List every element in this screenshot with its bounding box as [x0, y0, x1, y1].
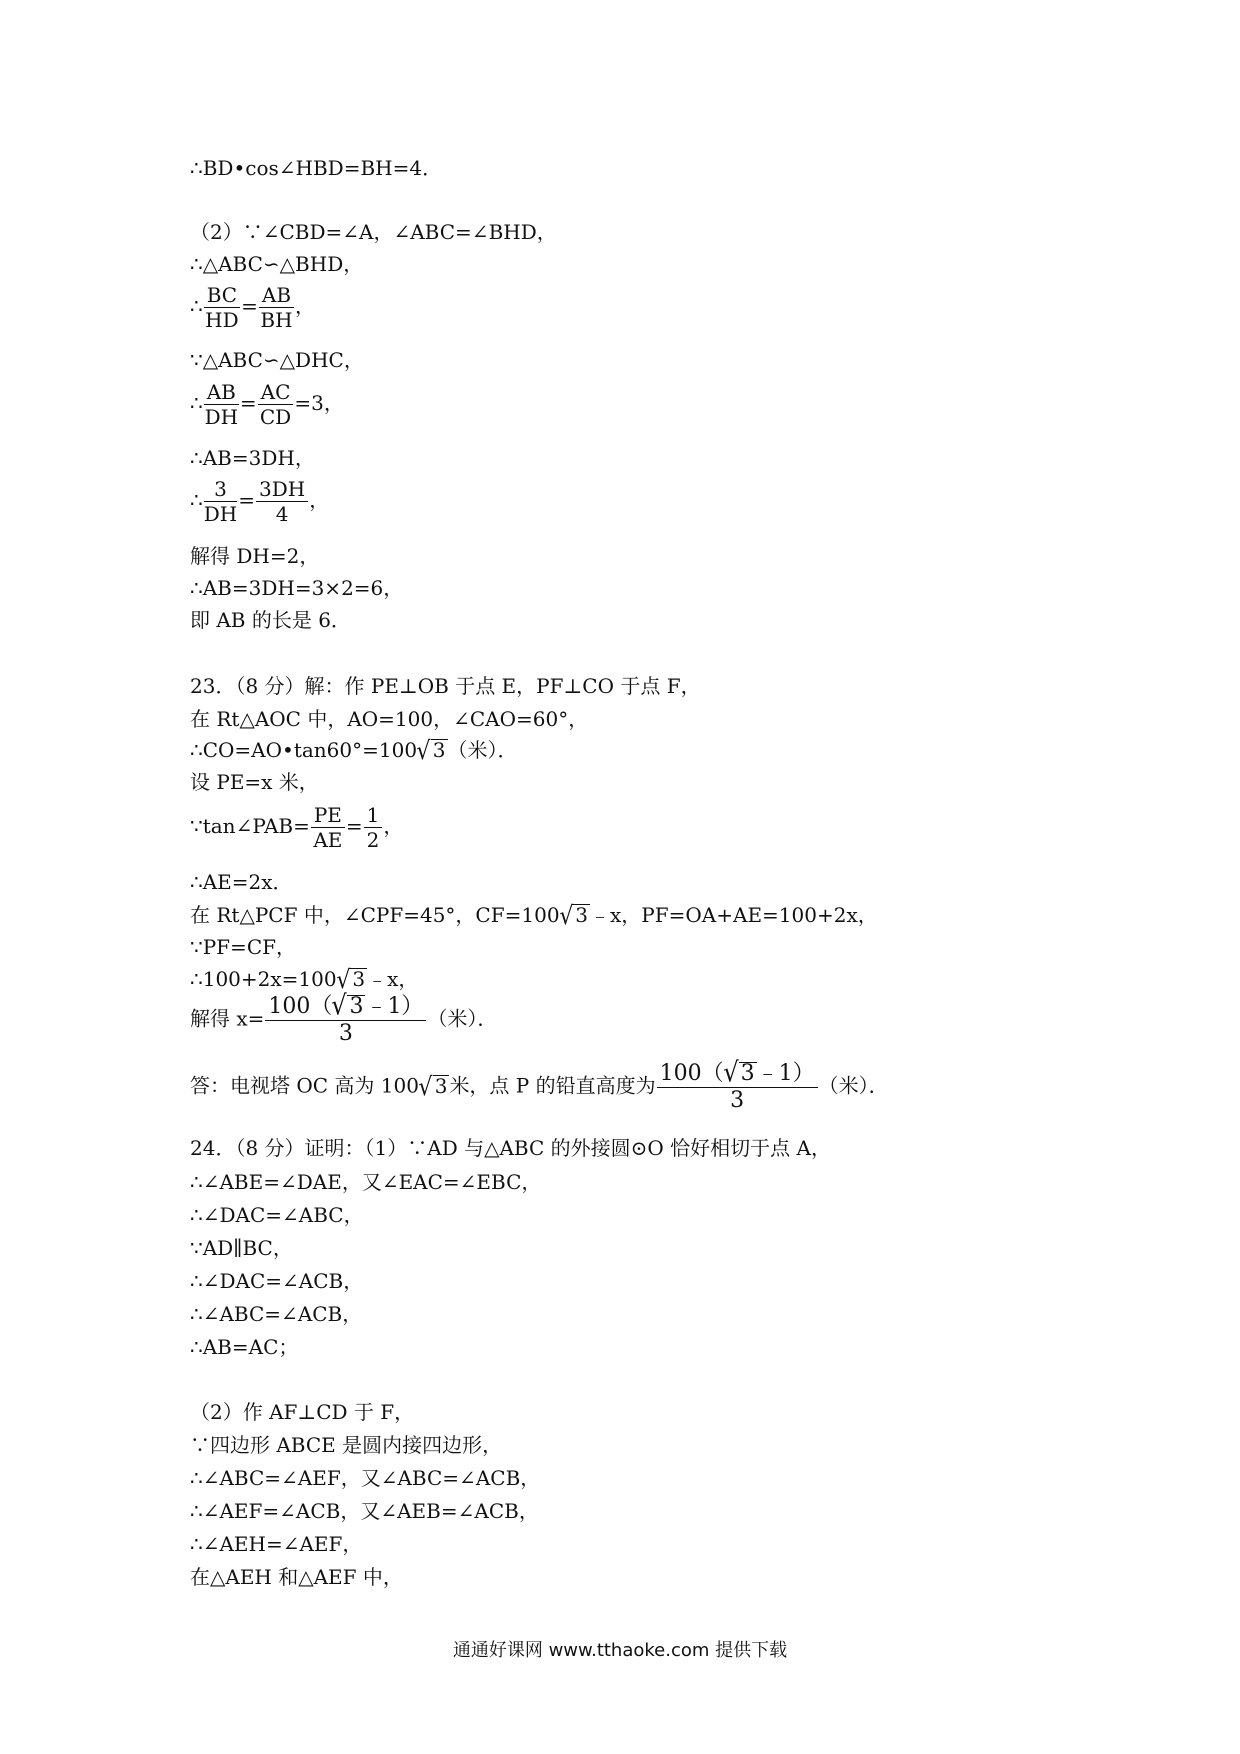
proof-line: ∴AB=AC；	[190, 1335, 299, 1359]
solution-line: ∵△ABC∽△DHC，	[190, 348, 364, 372]
solution-line: ∵PF=CF，	[190, 935, 296, 959]
proof-line: ∴∠DAC=∠ACB，	[190, 1269, 364, 1293]
solution-line: ∴AE=2x．	[190, 870, 293, 894]
punctuation: ，	[309, 488, 330, 512]
fraction	[311, 805, 345, 850]
numerator-part: ﹣1）	[365, 994, 424, 1019]
problem-heading: 23．（8 分）解：作 PE⊥OB 于点 E，PF⊥CO 于点 F，	[190, 674, 701, 698]
numerator: 3DH	[256, 479, 308, 502]
radical-sign: √	[558, 900, 573, 930]
sqrt-equation	[190, 735, 518, 765]
numerator: BC	[204, 285, 240, 308]
expression-text: ∴CO=AO•tan60°=100	[190, 738, 418, 762]
expression-text: ﹣x，PF=OA+AE=100+2x，	[590, 903, 878, 927]
solution-line: 设 PE=x 米，	[190, 770, 319, 794]
therefore-symbol: ∴	[190, 294, 203, 318]
proof-line: ∴∠AEH=∠AEF，	[190, 1532, 363, 1556]
expression-text: ∵tan∠PAB=	[190, 814, 310, 838]
radicand: 3	[434, 1073, 448, 1098]
radicand: 3	[575, 903, 589, 927]
answer-line	[190, 1057, 889, 1113]
denominator: 2	[366, 828, 380, 852]
numerator	[265, 990, 426, 1022]
radicand: 3	[432, 738, 446, 762]
fraction	[204, 479, 237, 524]
fraction-equation	[190, 382, 344, 427]
proof-line: 在△AEH 和△AEF 中，	[190, 1565, 403, 1589]
denominator: DH	[204, 405, 239, 429]
equals-sign: =	[238, 488, 255, 512]
fraction	[364, 805, 383, 850]
expression-text: ∴100+2x=100	[190, 967, 337, 991]
radical-sign: √	[335, 964, 350, 994]
proof-line: ∴∠ABE=∠DAE，又∠EAC=∠EBC，	[190, 1170, 542, 1194]
numerator-part: ﹣1）	[756, 1061, 815, 1086]
expression-text: （米）．	[447, 738, 518, 762]
numerator: AB	[259, 285, 294, 308]
radicand: 3	[349, 994, 364, 1019]
numerator-part: 100（	[268, 994, 333, 1019]
radicand: 3	[352, 967, 366, 991]
denominator: CD	[259, 405, 292, 429]
radical-sign: √	[418, 1070, 433, 1101]
equals-sign: =	[239, 391, 257, 415]
numerator: 3	[204, 479, 237, 502]
denominator: HD	[205, 308, 239, 332]
fraction	[265, 990, 426, 1046]
expression-text: ﹣x，	[367, 967, 419, 991]
fraction-equation	[190, 285, 315, 330]
radical-sign: √	[722, 1057, 739, 1089]
solution-line: ∴AB=3DH，	[190, 446, 315, 470]
proof-line: ∴∠AEF=∠ACB，又∠AEB=∠ACB，	[190, 1499, 539, 1523]
proof-line: ∴∠ABC=∠ACB，	[190, 1302, 363, 1326]
numerator: 1	[364, 805, 383, 828]
fraction-equation	[190, 479, 329, 524]
denominator: AE	[313, 828, 343, 852]
expression-text: （米）．	[427, 1006, 498, 1031]
proof-line: ∴∠ABC=∠AEF，又∠ABC=∠ACB，	[190, 1466, 541, 1490]
proof-line: （2）作 AF⊥CD 于 F，	[190, 1400, 415, 1424]
solution-line: ∴AB=3DH=3×2=6，	[190, 576, 404, 600]
numerator-part: 100（	[659, 1061, 724, 1086]
punctuation: ，	[295, 294, 316, 318]
page-footer: 通通好课网 www.tthaoke.com 提供下载	[452, 1640, 788, 1661]
radicand: 3	[740, 1061, 755, 1086]
fraction	[204, 382, 239, 427]
problem-heading: 24．（8 分）证明：（1）∵AD 与△ABC 的外接圆⊙O 恰好相切于点 A，	[190, 1136, 831, 1160]
fraction	[259, 285, 294, 330]
radical-sign: √	[331, 990, 348, 1022]
expression-text: 解得 x=	[190, 1006, 265, 1031]
numerator: AC	[258, 382, 294, 405]
equals-sign: =	[241, 294, 258, 318]
expression-text: 米，点 P 的铅直高度为	[449, 1073, 656, 1098]
radical-sign: √	[416, 735, 431, 765]
expression-text: （米）．	[818, 1073, 889, 1098]
solution-line: ∴△ABC∽△BHD，	[190, 252, 364, 276]
fraction	[204, 285, 240, 330]
proof-line: ∵四边形 ABCE 是圆内接四边形，	[190, 1433, 503, 1457]
expression-text: 在 Rt△PCF 中，∠CPF=45°，CF=100	[190, 903, 560, 927]
solution-line: （2）∵∠CBD=∠A，∠ABC=∠BHD，	[190, 220, 557, 244]
fraction	[256, 479, 308, 524]
numerator	[657, 1057, 818, 1089]
punctuation: ，	[383, 814, 404, 838]
denominator: 3	[730, 1088, 745, 1113]
solution-line: ∴BD•cos∠HBD=BH=4．	[190, 156, 443, 180]
denominator: DH	[203, 502, 238, 526]
denominator: BH	[260, 308, 293, 332]
sqrt-equation	[190, 964, 419, 994]
sqrt-equation	[190, 900, 878, 930]
denominator: 3	[338, 1021, 353, 1046]
fraction-equation	[190, 805, 403, 850]
fraction	[657, 1057, 818, 1113]
denominator: 4	[275, 502, 289, 526]
equals-sign: =	[345, 814, 363, 838]
therefore-symbol: ∴	[190, 391, 203, 415]
proof-line: ∵AD∥BC，	[190, 1236, 293, 1260]
numerator: PE	[311, 805, 345, 828]
proof-line: ∴∠DAC=∠ABC，	[190, 1203, 364, 1227]
solution-line: 解得 DH=2，	[190, 544, 320, 568]
fraction-equation	[190, 990, 498, 1046]
fraction	[258, 382, 294, 427]
solution-line: 即 AB 的长是 6．	[190, 608, 351, 632]
expression-text: 答：电视塔 OC 高为 100	[190, 1073, 419, 1098]
therefore-symbol: ∴	[190, 488, 203, 512]
punctuation: =3，	[294, 391, 344, 415]
numerator: AB	[204, 382, 239, 405]
solution-line: 在 Rt△AOC 中，AO=100，∠CAO=60°，	[190, 707, 589, 731]
